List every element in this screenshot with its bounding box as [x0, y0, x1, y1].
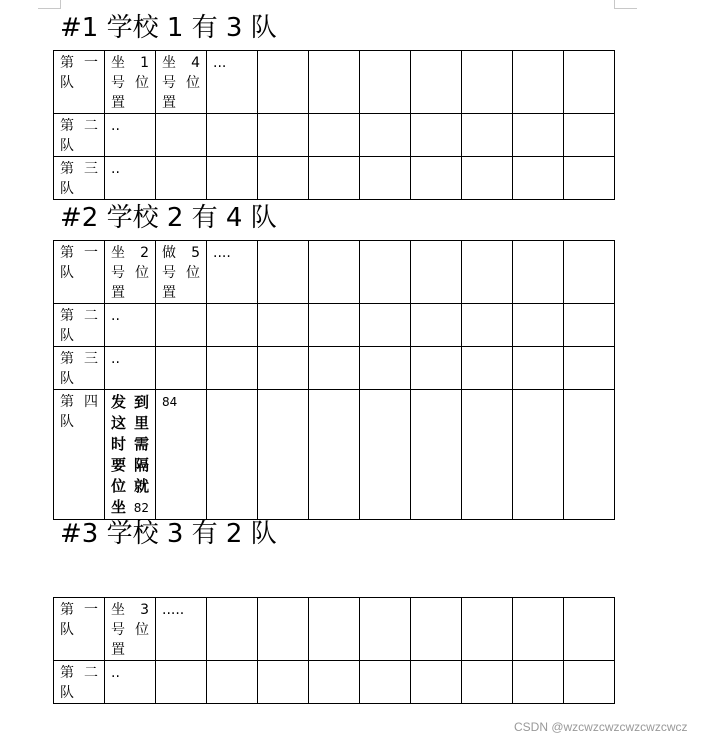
- team-label-cell: 第四队: [54, 390, 105, 520]
- table-cell: [564, 157, 615, 200]
- table-cell: [360, 390, 411, 520]
- table-cell: [309, 114, 360, 157]
- table-cell: [513, 598, 564, 661]
- note-text: 发到这里时需要隔位就坐: [111, 393, 149, 516]
- table-cell: [258, 390, 309, 520]
- table-cell: ...: [207, 51, 258, 114]
- table-cell: [258, 157, 309, 200]
- table-cell: [513, 347, 564, 390]
- table-cell: [513, 304, 564, 347]
- table-cell: [258, 661, 309, 704]
- note-number: 82: [133, 501, 149, 515]
- table-cell: [309, 157, 360, 200]
- table-cell: [513, 114, 564, 157]
- table-cell: [207, 390, 258, 520]
- team-label-cell: 第二队: [54, 114, 105, 157]
- team-label-cell: 第三队: [54, 347, 105, 390]
- table-cell: 坐 4 号位置: [156, 51, 207, 114]
- table-cell: [462, 114, 513, 157]
- table-cell: 做 5 号位置: [156, 241, 207, 304]
- table-cell: [360, 304, 411, 347]
- table-cell: [309, 347, 360, 390]
- table-cell: [207, 304, 258, 347]
- table-cell: [309, 661, 360, 704]
- table-cell: ..: [105, 347, 156, 390]
- team-label-cell: 第一队: [54, 51, 105, 114]
- table-row: [54, 390, 615, 520]
- table-cell: 84: [156, 390, 207, 520]
- section-3-table: [53, 597, 615, 704]
- table-cell: [411, 304, 462, 347]
- table-cell: [564, 347, 615, 390]
- page-corner-mark-right: [614, 0, 637, 9]
- note-cell: [105, 390, 156, 520]
- section-3-heading: #3 学校 3 有 2 队: [60, 519, 277, 549]
- table-cell: [309, 304, 360, 347]
- page-corner-mark-left: [38, 0, 61, 9]
- table-cell: [309, 390, 360, 520]
- table-cell: [462, 241, 513, 304]
- table-cell: ..: [105, 114, 156, 157]
- team-label-cell: 第一队: [54, 241, 105, 304]
- table-cell: 坐 3 号位置: [105, 598, 156, 661]
- table-row: [54, 157, 615, 200]
- table-cell: 坐 1 号位置: [105, 51, 156, 114]
- table-cell: [462, 347, 513, 390]
- table-row: [54, 598, 615, 661]
- table-cell: [207, 114, 258, 157]
- table-cell: [411, 241, 462, 304]
- table-cell: [462, 661, 513, 704]
- table-cell: [258, 347, 309, 390]
- table-cell: [207, 347, 258, 390]
- table-cell: [411, 114, 462, 157]
- table-cell: [564, 661, 615, 704]
- table-cell: [156, 304, 207, 347]
- table-cell: [156, 347, 207, 390]
- table-cell: [360, 51, 411, 114]
- table-cell: [513, 51, 564, 114]
- team-label-cell: 第一队: [54, 598, 105, 661]
- table-cell: [411, 51, 462, 114]
- table-cell: [462, 304, 513, 347]
- table-cell: [513, 241, 564, 304]
- watermark-credit: CSDN @wzcwzcwzcwzcwzcwcz: [514, 720, 688, 734]
- table-cell: [360, 347, 411, 390]
- table-cell: [258, 304, 309, 347]
- table-cell: 坐 2 号位置: [105, 241, 156, 304]
- table-cell: [258, 241, 309, 304]
- table-cell: [462, 390, 513, 520]
- table-cell: [462, 51, 513, 114]
- table-cell: [411, 598, 462, 661]
- table-cell: [360, 157, 411, 200]
- table-cell: [207, 661, 258, 704]
- table-cell: [156, 157, 207, 200]
- table-cell: [564, 51, 615, 114]
- table-cell: [258, 598, 309, 661]
- table-cell: [309, 241, 360, 304]
- section-2-table: [53, 240, 615, 520]
- table-cell: [564, 114, 615, 157]
- team-label-cell: 第二队: [54, 304, 105, 347]
- team-label-cell: 第二队: [54, 661, 105, 704]
- table-cell: ..: [105, 157, 156, 200]
- table-row: [54, 304, 615, 347]
- table-cell: [564, 304, 615, 347]
- table-cell: [411, 347, 462, 390]
- section-1-heading: #1 学校 1 有 3 队: [60, 13, 277, 43]
- table-cell: [258, 51, 309, 114]
- table-cell: [360, 241, 411, 304]
- table-cell: [360, 661, 411, 704]
- section-1-table: [53, 50, 615, 200]
- table-cell: .....: [156, 598, 207, 661]
- table-cell: [207, 157, 258, 200]
- table-cell: [462, 157, 513, 200]
- table-cell: [564, 241, 615, 304]
- table-row: [54, 114, 615, 157]
- table-cell: [309, 51, 360, 114]
- table-cell: ....: [207, 241, 258, 304]
- table-cell: [258, 114, 309, 157]
- table-cell: [564, 390, 615, 520]
- table-cell: ..: [105, 661, 156, 704]
- table-cell: [411, 157, 462, 200]
- table-row: [54, 347, 615, 390]
- table-cell: [513, 157, 564, 200]
- table-cell: ..: [105, 304, 156, 347]
- table-row: [54, 241, 615, 304]
- table-cell: [462, 598, 513, 661]
- table-cell: [156, 661, 207, 704]
- table-row: [54, 51, 615, 114]
- table-cell: [411, 661, 462, 704]
- section-2-heading: #2 学校 2 有 4 队: [60, 203, 277, 233]
- table-cell: [360, 114, 411, 157]
- table-cell: [513, 390, 564, 520]
- table-cell: [156, 114, 207, 157]
- table-row: [54, 661, 615, 704]
- table-cell: [513, 661, 564, 704]
- table-cell: [360, 598, 411, 661]
- table-cell: [411, 390, 462, 520]
- table-cell: [309, 598, 360, 661]
- table-cell: [207, 598, 258, 661]
- team-label-cell: 第三队: [54, 157, 105, 200]
- table-cell: [564, 598, 615, 661]
